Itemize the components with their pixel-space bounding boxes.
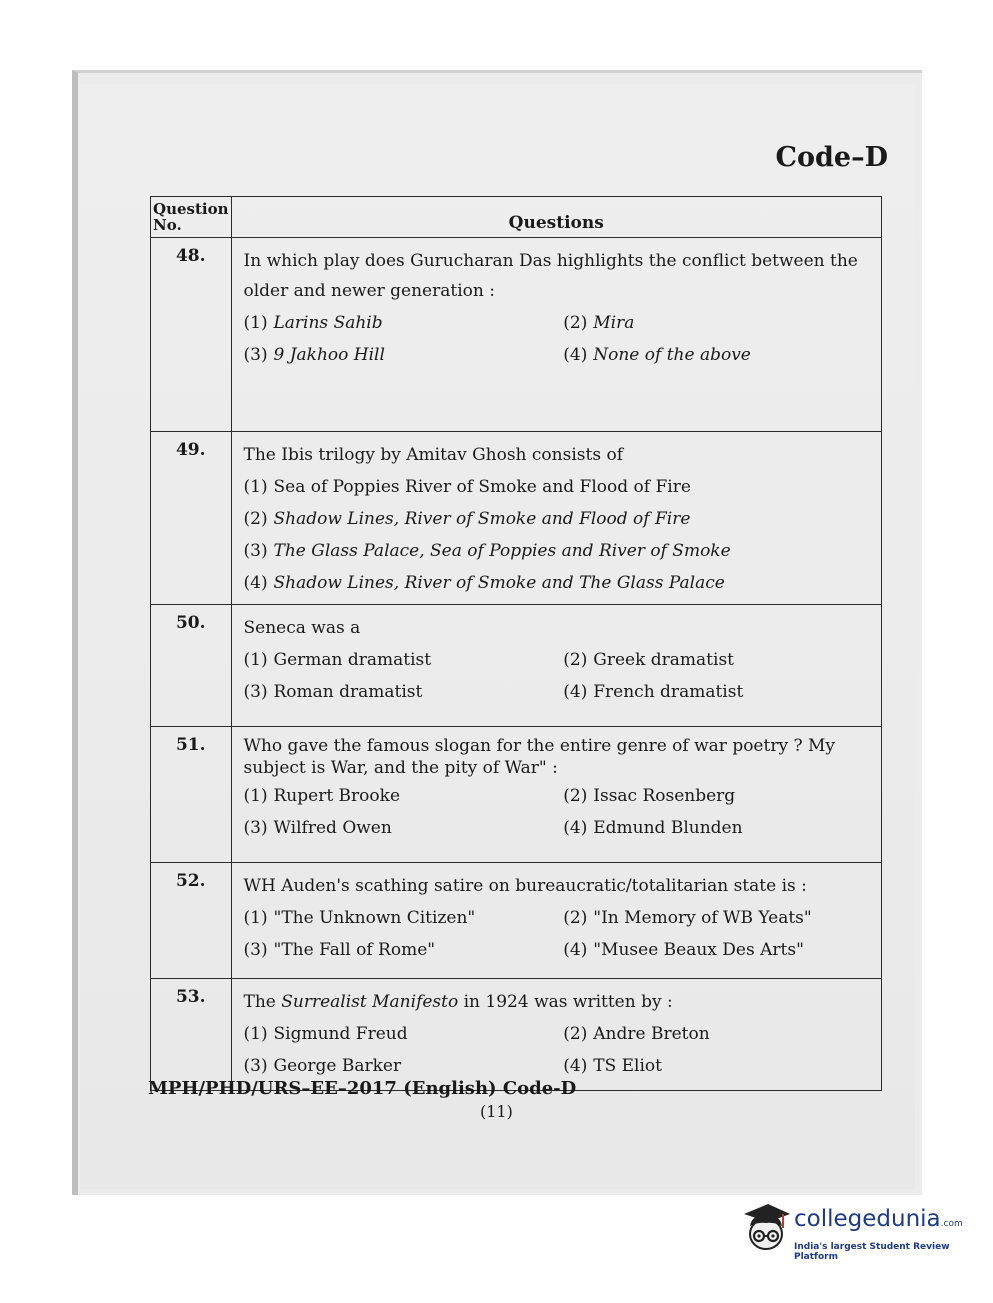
option-text: The Glass Palace, Sea of Poppies and River of Smoke (273, 541, 731, 561)
header-questions: Questions (231, 197, 882, 238)
option-number: (4) (563, 1056, 588, 1076)
question-number: 49. (151, 432, 232, 605)
option-number: (2) (563, 650, 588, 670)
option-text: German dramatist (273, 650, 432, 670)
option (244, 647, 554, 673)
option (244, 474, 874, 500)
brand-text: collegedunia (794, 1206, 941, 1232)
question-row (151, 605, 882, 727)
options-grid (244, 647, 874, 705)
question-stem: Who gave the famous slogan for the entire genre of war poetry ? My subject is War, and the pity of War" : (243, 736, 835, 778)
question-number: 52. (151, 863, 232, 979)
option-text: "The Fall of Rome" (273, 940, 436, 960)
option-number: (4) (563, 940, 588, 960)
option-text: Issac Rosenberg (593, 786, 736, 806)
option-number: (2) (563, 786, 588, 806)
question-row (151, 979, 882, 1091)
option-number: (2) (563, 908, 588, 928)
option (563, 783, 873, 809)
stem-text: The (243, 992, 282, 1012)
option-text: Sea of Poppies River of Smoke and Flood of Fire (273, 477, 691, 497)
option-text: None of the above (593, 345, 751, 365)
option-text: Wilfred Owen (273, 818, 392, 838)
stem-italic-title: Surrealist Manifesto (281, 992, 459, 1012)
option (563, 905, 873, 931)
question-row (151, 727, 882, 863)
option (563, 342, 873, 368)
code-heading: Code–D (775, 142, 888, 173)
option (563, 310, 873, 336)
brand-name (794, 1206, 963, 1232)
question-stem: In which play does Gurucharan Das highlights the conflict between the older and newer generation : (243, 251, 858, 301)
option (244, 538, 874, 564)
question-number: 51. (151, 727, 232, 863)
question-number: 48. (151, 238, 232, 432)
option-number: (4) (563, 682, 588, 702)
option-text: Larins Sahib (273, 313, 383, 333)
question-row (151, 238, 882, 432)
option-number: (3) (243, 541, 268, 561)
option-text: Roman dramatist (273, 682, 423, 702)
question-number: 53. (151, 979, 232, 1091)
option-text: Mira (593, 313, 635, 333)
question-number: 50. (151, 605, 232, 727)
option-number: (1) (243, 477, 268, 497)
option (244, 506, 874, 532)
question-row (151, 432, 882, 605)
question-row (151, 863, 882, 979)
question-body (231, 727, 882, 863)
stem-text: in 1924 was written by : (458, 992, 673, 1012)
question-body (231, 863, 882, 979)
option (244, 310, 554, 336)
options-grid (244, 783, 874, 841)
option (563, 1021, 873, 1047)
option-number: (1) (243, 313, 268, 333)
option-number: (2) (243, 509, 268, 529)
question-stem: WH Auden's scathing satire on bureaucratic/totalitarian state is : (243, 876, 807, 896)
options-grid (244, 1021, 874, 1079)
option-number: (3) (243, 940, 268, 960)
option (244, 905, 554, 931)
option (244, 937, 554, 963)
option-text: George Barker (273, 1056, 402, 1076)
option-text: Sigmund Freud (273, 1024, 408, 1044)
question-stem: Seneca was a (243, 618, 361, 638)
option (244, 342, 554, 368)
option-text: Shadow Lines, River of Smoke and Flood of Fire (273, 509, 691, 529)
option-text: French dramatist (593, 682, 744, 702)
option-text: TS Eliot (593, 1056, 662, 1076)
option-text: "Musee Beaux Des Arts" (593, 940, 804, 960)
option (244, 783, 554, 809)
option (563, 647, 873, 673)
option-number: (1) (243, 1024, 268, 1044)
option (563, 815, 873, 841)
option-text: Shadow Lines, River of Smoke and The Glass Palace (273, 573, 725, 593)
option-text: 9 Jakhoo Hill (273, 345, 385, 365)
questions-table (150, 196, 882, 1091)
mascot-icon (738, 1196, 794, 1258)
option-number: (1) (243, 650, 268, 670)
option-number: (4) (563, 818, 588, 838)
option-number: (1) (243, 786, 268, 806)
question-body (231, 238, 882, 432)
option (244, 815, 554, 841)
question-body (231, 979, 882, 1091)
option (244, 1021, 554, 1047)
table-header-row (151, 197, 882, 238)
option-text: Andre Breton (593, 1024, 710, 1044)
option-text: "In Memory of WB Yeats" (593, 908, 812, 928)
option-number: (1) (243, 908, 268, 928)
option-text: Rupert Brooke (273, 786, 401, 806)
brand-suffix: .com (940, 1219, 963, 1229)
question-body (231, 432, 882, 605)
question-stem (244, 987, 874, 1017)
collegedunia-logo (738, 1196, 963, 1266)
option-text: Greek dramatist (593, 650, 735, 670)
option-text: Edmund Blunden (593, 818, 743, 838)
option (563, 679, 873, 705)
option-text: "The Unknown Citizen" (273, 908, 476, 928)
options-list (244, 474, 874, 596)
option-number: (4) (243, 573, 268, 593)
option-number: (3) (243, 1056, 268, 1076)
option (563, 937, 873, 963)
question-body (231, 605, 882, 727)
header-question-no: Question No. (151, 197, 232, 238)
exam-footer: MPH/PHD/URS–EE–2017 (English) Code-D (148, 1078, 577, 1099)
option-number: (3) (243, 818, 268, 838)
option-number: (3) (243, 682, 268, 702)
option (244, 570, 874, 596)
option (244, 1053, 554, 1079)
option-number: (4) (563, 345, 588, 365)
brand-tagline: India's largest Student Review Platform (794, 1242, 950, 1262)
options-grid (244, 905, 874, 963)
page-number: (11) (480, 1102, 513, 1121)
option-number: (2) (563, 1024, 588, 1044)
option (244, 679, 554, 705)
option-number: (3) (243, 345, 268, 365)
question-stem: The Ibis trilogy by Amitav Ghosh consists of (243, 445, 623, 465)
options-grid (244, 310, 874, 368)
option-number: (2) (563, 313, 588, 333)
option (563, 1053, 873, 1079)
